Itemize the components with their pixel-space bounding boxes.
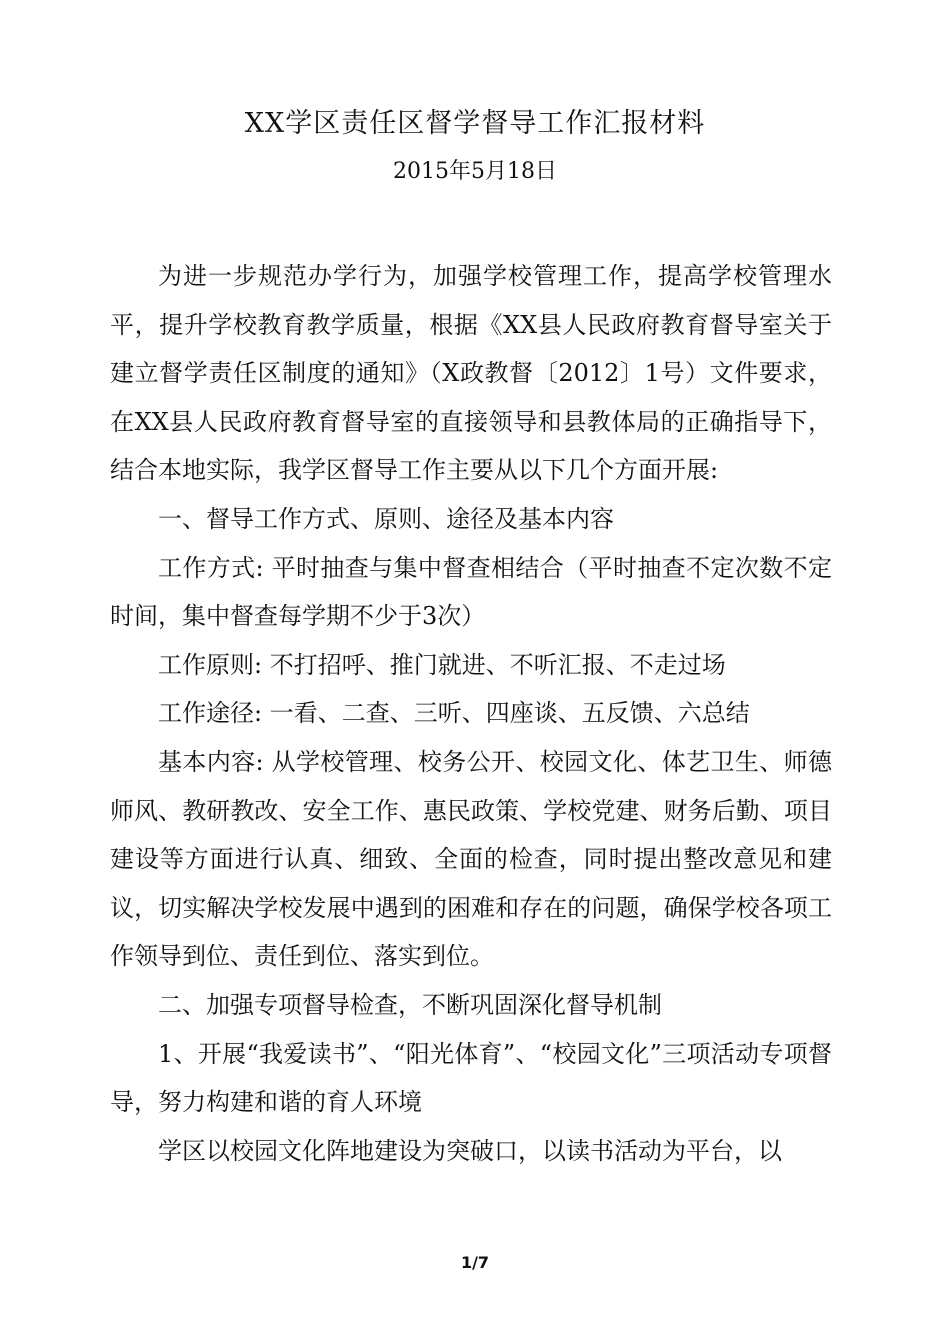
paragraph-work-approach: 工作途径: 一看、二查、三听、四座谈、五反馈、六总结 (158, 699, 750, 728)
paragraph-work-principle: 工作原则: 不打招呼、推门就进、不听汇报、不走过场 (158, 650, 726, 679)
document-body (110, 252, 832, 1175)
paragraph-work-method: 工作方式: 平时抽查与集中督查相结合（平时抽查不定次数不定时间，集中督查每学期不少于3次） (110, 553, 832, 631)
paragraph-campus-culture: 学区以校园文化阵地建设为突破口，以读书活动为平台，以 (158, 1136, 782, 1165)
paragraph-basic-content: 基本内容: 从学校管理、校务公开、校园文化、体艺卫生、师德师风、教研教改、安全工作、惠民政策、学校党建、财务后勤、项目建设等方面进行认真、细致、全面的检查，同时提出整改意见和建议，切实解决学校发展中遇到的困难和存在的问题，确保学校各项工作领导到位、责任到位、落实到位。 (110, 747, 832, 971)
page-number: 1/7 (460, 1253, 490, 1272)
section-heading-2: 二、加强专项督导检查，不断巩固深化督导机制 (158, 990, 662, 1019)
document-title: XX学区责任区督学督导工作汇报材料 (244, 108, 706, 139)
section-heading-1: 一、督导工作方式、原则、途径及基本内容 (158, 504, 614, 533)
subsection-heading-1: 1、开展“我爱读书”、“阳光体育”、“校园文化”三项活动专项督导，努力构建和谐的育人环境 (110, 1039, 832, 1117)
document-date: 2015年5月18日 (393, 159, 557, 184)
paragraph-intro: 为进一步规范办学行为，加强学校管理工作，提高学校管理水平，提升学校教育教学质量，根据《XX县人民政府教育督导室关于建立督学责任区制度的通知》（X政教督〔2012〕1号）文件要求，在XX县人民政府教育督导室的直接领导和县教体局的正确指导下，结合本地实际，我学区督导工作主要从以下几个方面开展: (110, 262, 832, 485)
